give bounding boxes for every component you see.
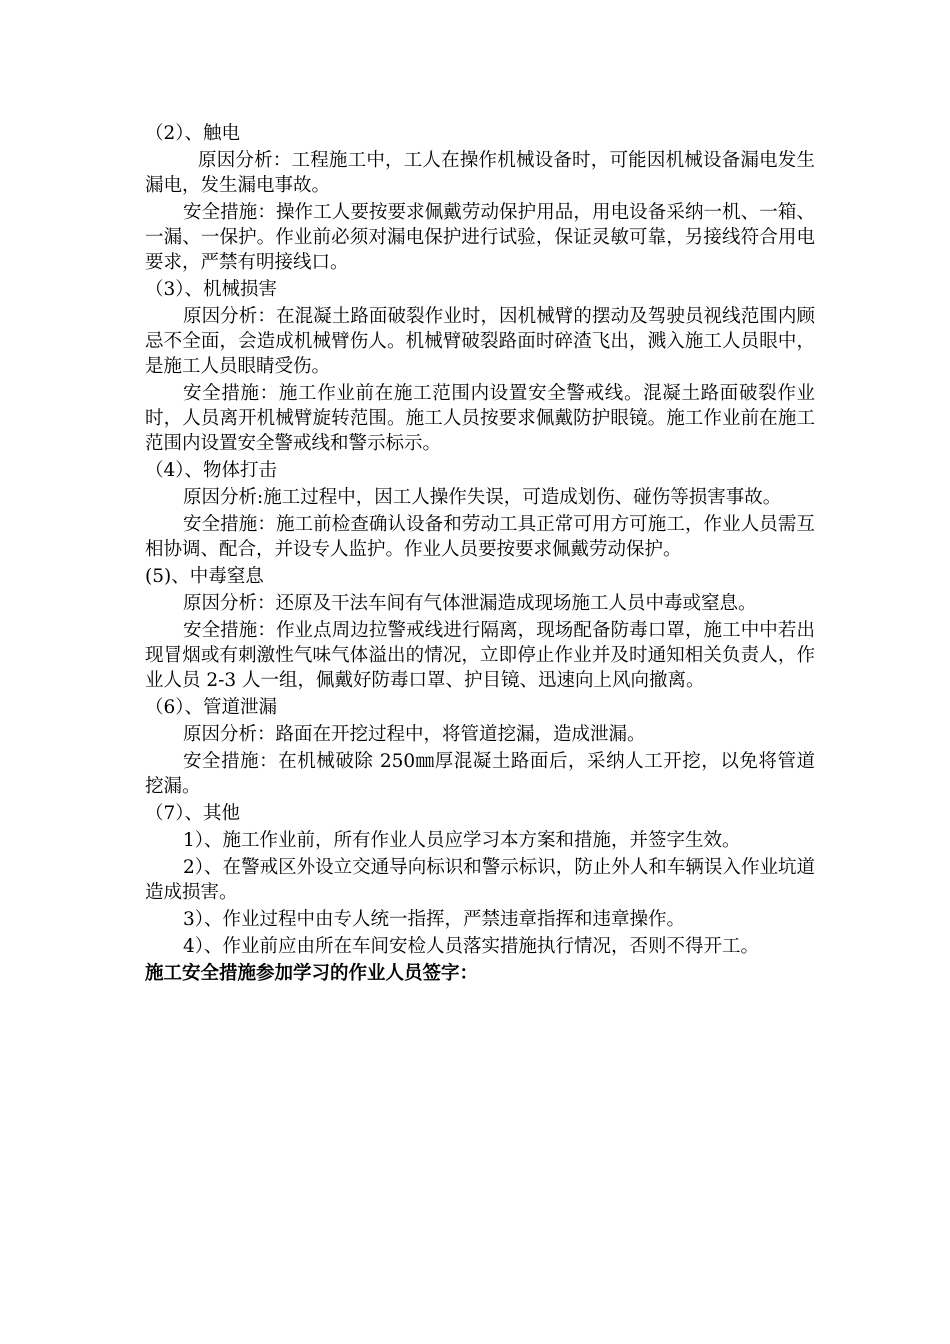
cause-analysis-paragraph: 原因分析：在混凝土路面破裂作业时，因机械臂的摆动及驾驶员视线范围内顾忌不全面，会造成机械臂伤人。机械臂破裂路面时碎渣飞出，溅入施工人员眼中，是施工人员眼睛受伤。: [145, 306, 815, 377]
section-heading-object-strike: （4）、物体打击: [145, 460, 278, 481]
safety-measures-paragraph: 安全措施：施工作业前在施工范围内设置安全警戒线。混凝土路面破裂作业时，人员离开机械臂旋转范围。施工人员按要求佩戴防护眼镜。施工作业前在施工范围内设置安全警戒线和警示标示。: [145, 383, 815, 454]
list-item: 4）、作业前应由所在车间安检人员落实措施执行情况，否则不得开工。: [183, 936, 760, 957]
signature-label: 施工安全措施参加学习的作业人员签字：: [145, 963, 479, 984]
section-heading-pipe-leak: （6）、管道泄漏: [145, 697, 278, 718]
cause-analysis-paragraph: 原因分析：路面在开挖过程中，将管道挖漏，造成泄漏。: [183, 724, 646, 745]
list-item: 3）、作业过程中由专人统一指挥，严禁违章指挥和违章操作。: [183, 909, 686, 930]
section-heading-poisoning: (5)、中毒窒息: [145, 566, 264, 587]
safety-measures-paragraph: 安全措施：在机械破除 250㎜厚混凝土路面后，采纳人工开挖，以免将管道挖漏。: [145, 751, 815, 797]
document-body: [145, 121, 815, 986]
list-item: 1）、施工作业前，所有作业人员应学习本方案和措施，并签字生效。: [183, 830, 741, 851]
cause-analysis-paragraph: 原因分析:施工过程中，因工人操作失误，可造成划伤、碰伤等损害事故。: [183, 487, 782, 508]
list-item: 2）、在警戒区外设立交通导向标识和警示标识，防止外人和车辆误入作业坑道造成损害。: [145, 857, 815, 903]
section-heading-mechanical-injury: （3）、机械损害: [145, 279, 278, 300]
safety-measures-paragraph: 安全措施：施工前检查确认设备和劳动工具正常可用方可施工，作业人员需互相协调、配合，并设专人监护。作业人员要按要求佩戴劳动保护。: [145, 514, 815, 560]
safety-measures-paragraph: 安全措施：作业点周边拉警戒线进行隔离，现场配备防毒口罩，施工中中若出现冒烟或有刺激性气味气体溢出的情况，立即停止作业并及时通知相关负责人，作业人员 2-3 人一组，佩戴好防毒口罩、护目镜、迅速向上风向撤离。: [145, 620, 815, 691]
section-heading-other: （7）、其他: [145, 803, 241, 824]
cause-analysis-paragraph: 原因分析：工程施工中，工人在操作机械设备时，可能因机械设备漏电发生漏电，发生漏电事故。: [145, 150, 815, 196]
cause-analysis-paragraph: 原因分析：还原及干法车间有气体泄漏造成现场施工人员中毒或窒息。: [183, 593, 757, 614]
section-heading-electric-shock: （2）、触电: [145, 123, 241, 144]
safety-measures-paragraph: 安全措施：操作工人要按要求佩戴劳动保护用品，用电设备采纳一机、一箱、一漏、一保护。作业前必须对漏电保护进行试验，保证灵敏可靠，另接线符合用电要求，严禁有明接线口。: [145, 202, 815, 273]
